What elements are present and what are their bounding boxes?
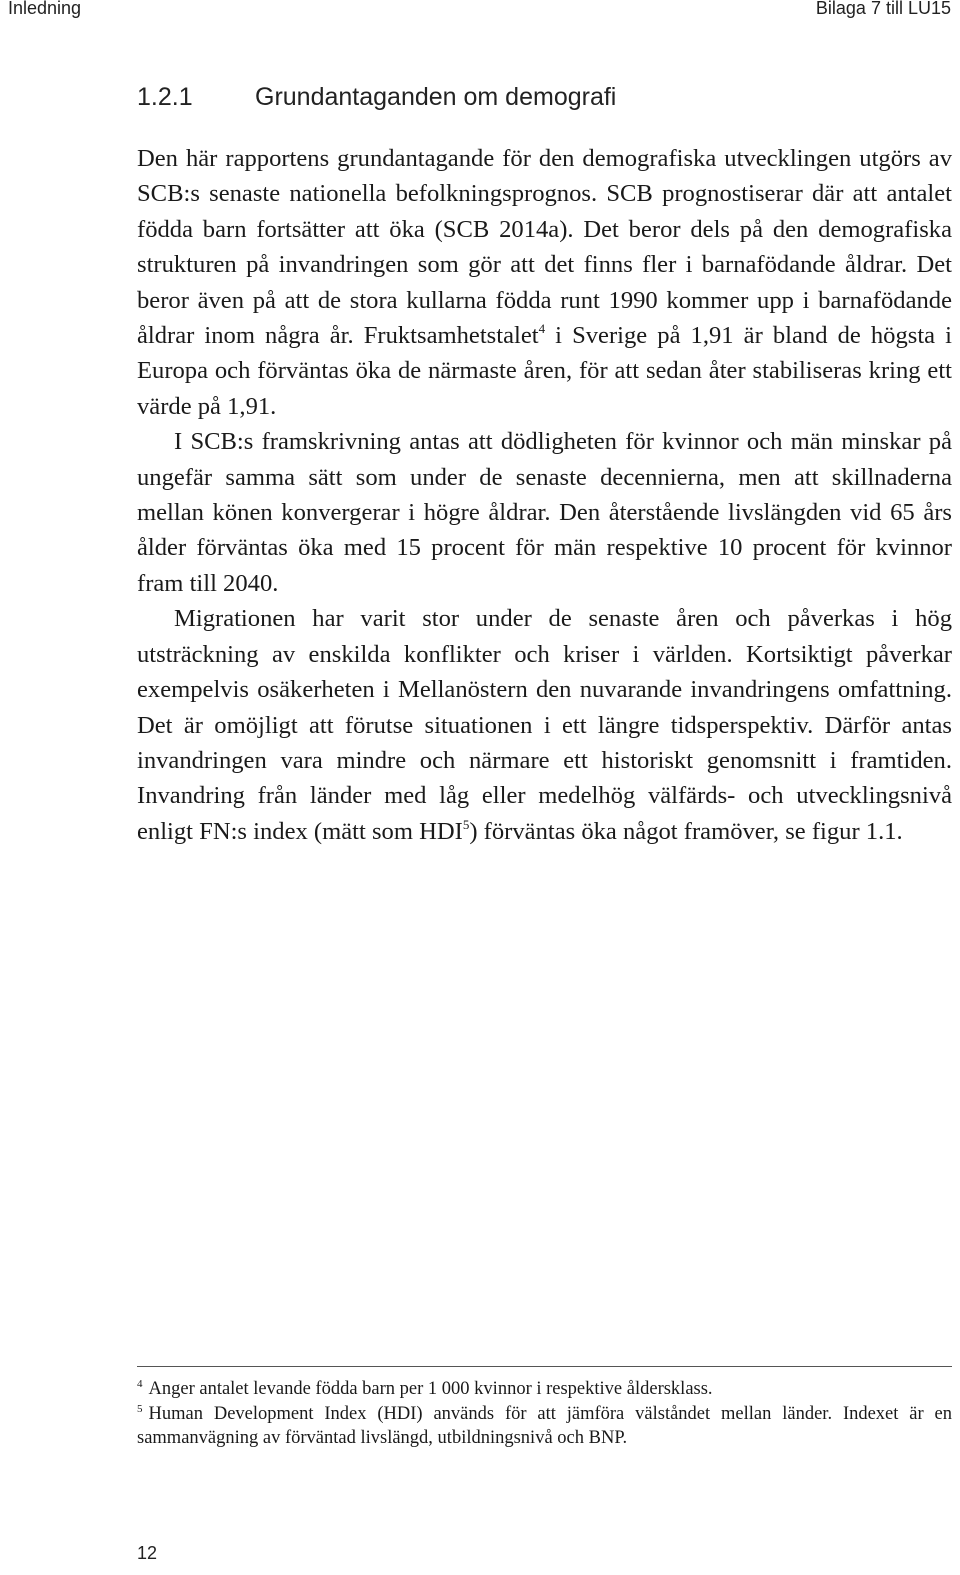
footnote-reference-4[interactable]: 4 [538, 321, 546, 337]
paragraph-text: Den här rapportens grundantagande för den demografiska utvecklingen utgörs av SCB:s senaste nationella befolkningsprognos. SCB prognostiserar där att antalet födda barn fortsätter att öka (SCB 2014a). Det beror dels på den demografiska strukturen på invandringen som gör att det finns fler i barnafödande åldrar. Det beror även på att de stora kullarna födda runt 1990 kommer upp i barnafödande åldrar inom några år. Fruktsamhetstalet [137, 145, 952, 350]
footnote-reference-5[interactable]: 5 [462, 816, 470, 832]
footnotes [137, 1377, 952, 1451]
paragraph-migration [137, 601, 952, 849]
chapter-title: Inledning [8, 0, 82, 18]
footnote-5 [137, 1402, 952, 1451]
footnote-divider [137, 1366, 952, 1367]
paragraph-text: ) förväntas öka något framöver, se figur 1.1. [469, 817, 903, 845]
footnote-mark: 4 [137, 1378, 143, 1390]
paragraph-text: i Sverige på 1,91 är bland de högsta i Europa och förväntas öka de närmaste åren, för att sedan åter stabiliseras kring ett värde på 1,91. [137, 322, 952, 420]
appendix-label: Bilaga 7 till LU15 [815, 0, 951, 18]
footnote-text: Anger antalet levande födda barn per 1 000 kvinnor i respektive åldersklass. [148, 1379, 713, 1399]
paragraph-text: I SCB:s framskrivning antas att dödligheten för kvinnor och män minskar på ungefär samma sätt som under de senaste decennierna, men att skillnaderna mellan könen konvergerar i högre åldrar. Den återstående livslängden vid 65 års ålder förväntas öka med 15 procent för män respektive 10 procent för kvinnor fram till 2040. [137, 428, 952, 597]
page-number: 12 [137, 1543, 158, 1563]
running-header [0, 0, 960, 22]
paragraph-text: Migrationen har varit stor under de senaste åren och påverkas i hög utsträckning av enskilda konflikter och kriser i världen. Kortsiktigt påverkar exempelvis osäkerheten i Mellanöstern den nuvarande invandringens omfattning. Det är omöjligt att förutse situationen i ett längre tidsperspektiv. Därför antas invandringen vara mindre och närmare ett historiskt genomsnitt i framtiden. Invandring från länder med låg eller medelhög välfärds- och utvecklingsnivå enligt FN:s index (mätt som HDI [137, 605, 952, 845]
footnote-4 [137, 1377, 952, 1402]
paragraph-fertility [137, 141, 952, 424]
section-number: 1.2.1 [137, 83, 193, 111]
paragraph-mortality [137, 424, 952, 601]
footnote-text: Human Development Index (HDI) används för att jämföra välståndet mellan länder. Indexet är en sammanvägning av förväntad livslängd, utbildningsnivå och BNP. [137, 1403, 952, 1448]
footnote-mark: 5 [137, 1402, 143, 1415]
section-title: Grundantaganden om demografi [255, 83, 617, 111]
section-heading [137, 83, 616, 112]
body-text [137, 141, 952, 849]
